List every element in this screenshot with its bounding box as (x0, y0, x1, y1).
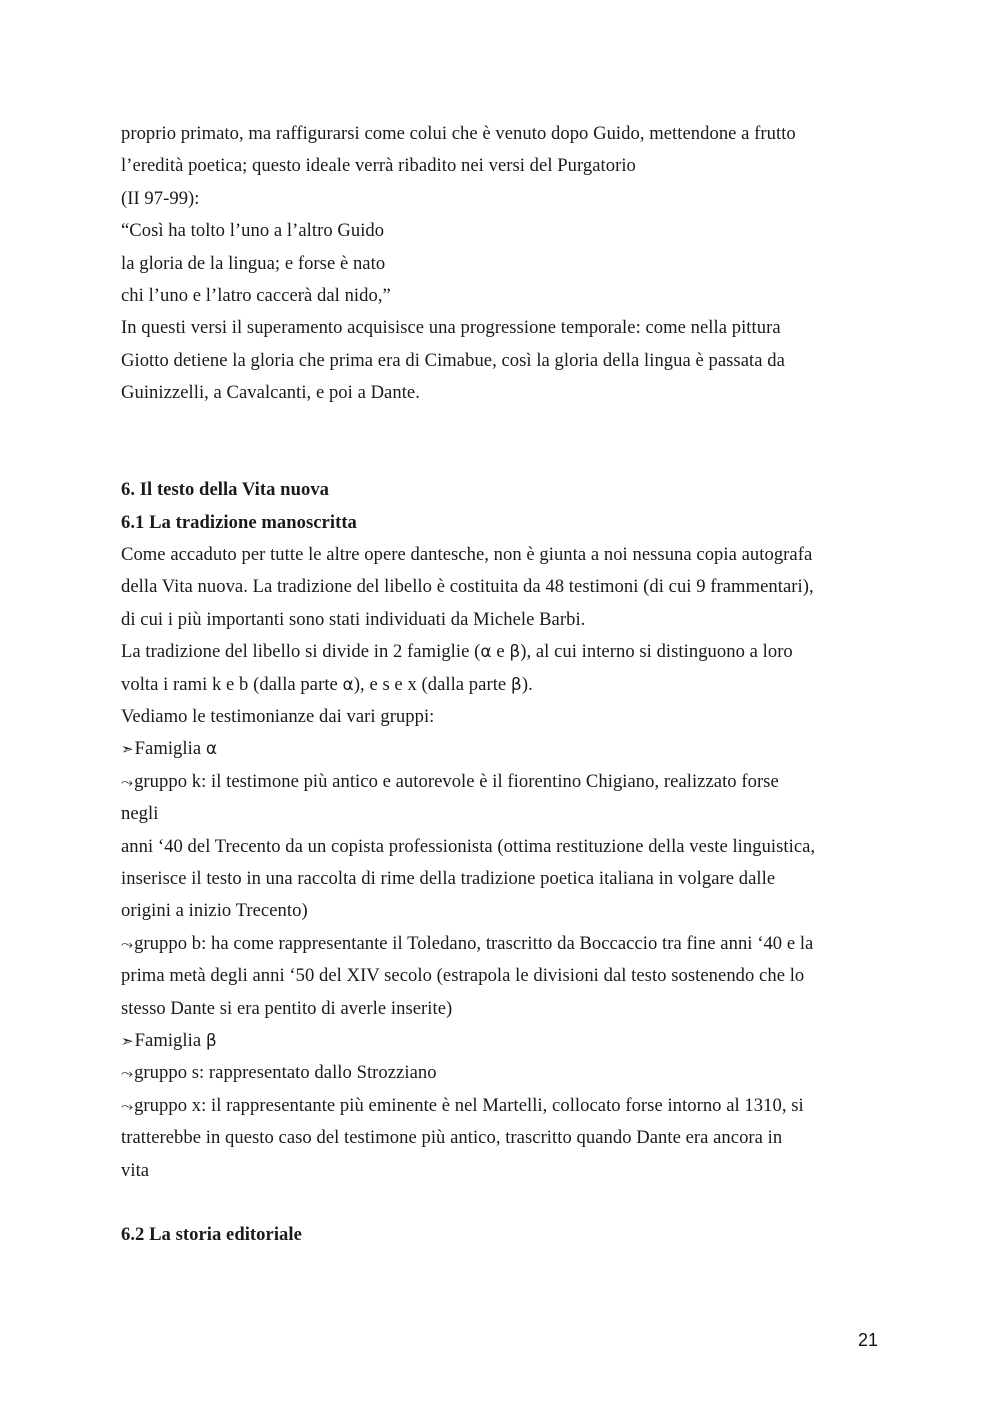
squiggle-arrow-icon: ⤳ (121, 934, 134, 953)
paragraph-line (121, 669, 891, 701)
family-alpha-item (121, 733, 891, 765)
paragraph-line: Vediamo le testimonianze dai vari gruppi: (121, 706, 435, 728)
text-run: ), al cui interno si distinguono a loro (520, 641, 793, 663)
spacer (121, 410, 891, 442)
paragraph-line: proprio primato, ma raffigurarsi come colui che è venuto dopo Guido, mettendone a frutto (121, 123, 796, 144)
spacer (121, 442, 891, 474)
section-heading: 6. Il testo della Vita nuova (121, 479, 330, 501)
paragraph-line: negli (121, 803, 159, 825)
paragraph-line: della Vita nuova. La tradizione del libello è costituita da 48 testimoni (di cui 9 frammentari), (121, 576, 814, 598)
subsection-heading: 6.2 La storia editoriale (121, 1224, 302, 1246)
family-beta-item (121, 1025, 891, 1057)
subsection-heading: 6.1 La tradizione manoscritta (121, 511, 357, 533)
squiggle-arrow-icon: ⤳ (121, 772, 134, 791)
arrow-bullet-icon: ➣ (121, 1031, 134, 1050)
verse-line: chi l’uno e l’latro caccerà dal nido,” (121, 284, 391, 306)
arrow-bullet-icon: ➣ (121, 740, 134, 759)
group-x-item (121, 1090, 891, 1122)
paragraph-line (121, 636, 891, 668)
paragraph-line: prima metà degli anni ‘50 del XIV secolo (estrapola le divisioni dal testo sostenendo che lo (121, 965, 805, 987)
spacer (121, 1187, 891, 1219)
page-body (121, 118, 891, 1252)
paragraph-line: di cui i più importanti sono stati individuati da Michele Barbi. (121, 608, 586, 630)
paragraph-line: Guinizzelli, a Cavalcanti, e poi a Dante. (121, 382, 420, 404)
text-run: ), e s e x (dalla parte (353, 673, 511, 695)
verse-line: “Così ha tolto l’uno a l’altro Guido (121, 220, 385, 242)
paragraph-line: Come accaduto per tutte le altre opere dantesche, non è giunta a noi nessuna copia autografa (121, 544, 813, 566)
group-s-item (121, 1057, 891, 1089)
group-text: gruppo x: il rappresentante più eminente è nel Martelli, collocato forse intorno al 1310, si (134, 1094, 804, 1116)
paragraph-line: stesso Dante si era pentito di averle inserite) (121, 997, 453, 1019)
text-run: ). (521, 673, 533, 695)
paragraph-line: In questi versi il superamento acquisisce una progressione temporale: come nella pittura (121, 317, 781, 339)
family-label: Famiglia (134, 738, 206, 760)
group-text: gruppo b: ha come rappresentante il Toledano, trascritto da Boccaccio tra fine anni ‘40 e la (134, 932, 814, 954)
family-label: Famiglia (134, 1029, 206, 1051)
paragraph-line: anni ‘40 del Trecento da un copista professionista (ottima restituzione della veste linguistica, (121, 835, 816, 857)
text-run: volta i rami k e b (dalla parte (121, 673, 343, 695)
greek-alpha: α (205, 739, 218, 760)
greek-beta: β (509, 642, 521, 663)
squiggle-arrow-icon: ⤳ (121, 1064, 134, 1083)
greek-alpha: α (480, 642, 492, 663)
group-text: gruppo s: rappresentato dallo Strozziano (134, 1062, 437, 1084)
paragraph-line: (II 97-99): (121, 187, 200, 209)
paragraph-line: Giotto detiene la gloria che prima era di Cimabue, così la gloria della lingua è passata da (121, 349, 785, 371)
squiggle-arrow-icon: ⤳ (121, 1096, 134, 1115)
paragraph-line: origini a inizio Trecento) (121, 900, 308, 922)
group-text: gruppo k: il testimone più antico e autorevole è il fiorentino Chigiano, realizzato forse (134, 770, 779, 792)
greek-beta: β (510, 674, 522, 695)
greek-beta: β (205, 1030, 217, 1051)
verse-line: la gloria de la lingua; e forse è nato (121, 252, 386, 274)
group-k-item (121, 766, 891, 798)
text-run: La tradizione del libello si divide in 2 famiglie ( (121, 641, 481, 663)
paragraph-line: tratterebbe in questo caso del testimone più antico, trascritto quando Dante era ancora in (121, 1127, 783, 1149)
paragraph-line: l’eredità poetica; questo ideale verrà ribadito nei versi del Purgatorio (121, 155, 636, 177)
paragraph-line: vita (121, 1159, 150, 1181)
greek-alpha: α (342, 674, 354, 695)
page-number: 21 (858, 1330, 879, 1350)
text-run: e (491, 641, 510, 663)
group-b-item (121, 928, 891, 960)
paragraph-line: inserisce il testo in una raccolta di rime della tradizione poetica italiana in volgare dalle (121, 867, 776, 889)
